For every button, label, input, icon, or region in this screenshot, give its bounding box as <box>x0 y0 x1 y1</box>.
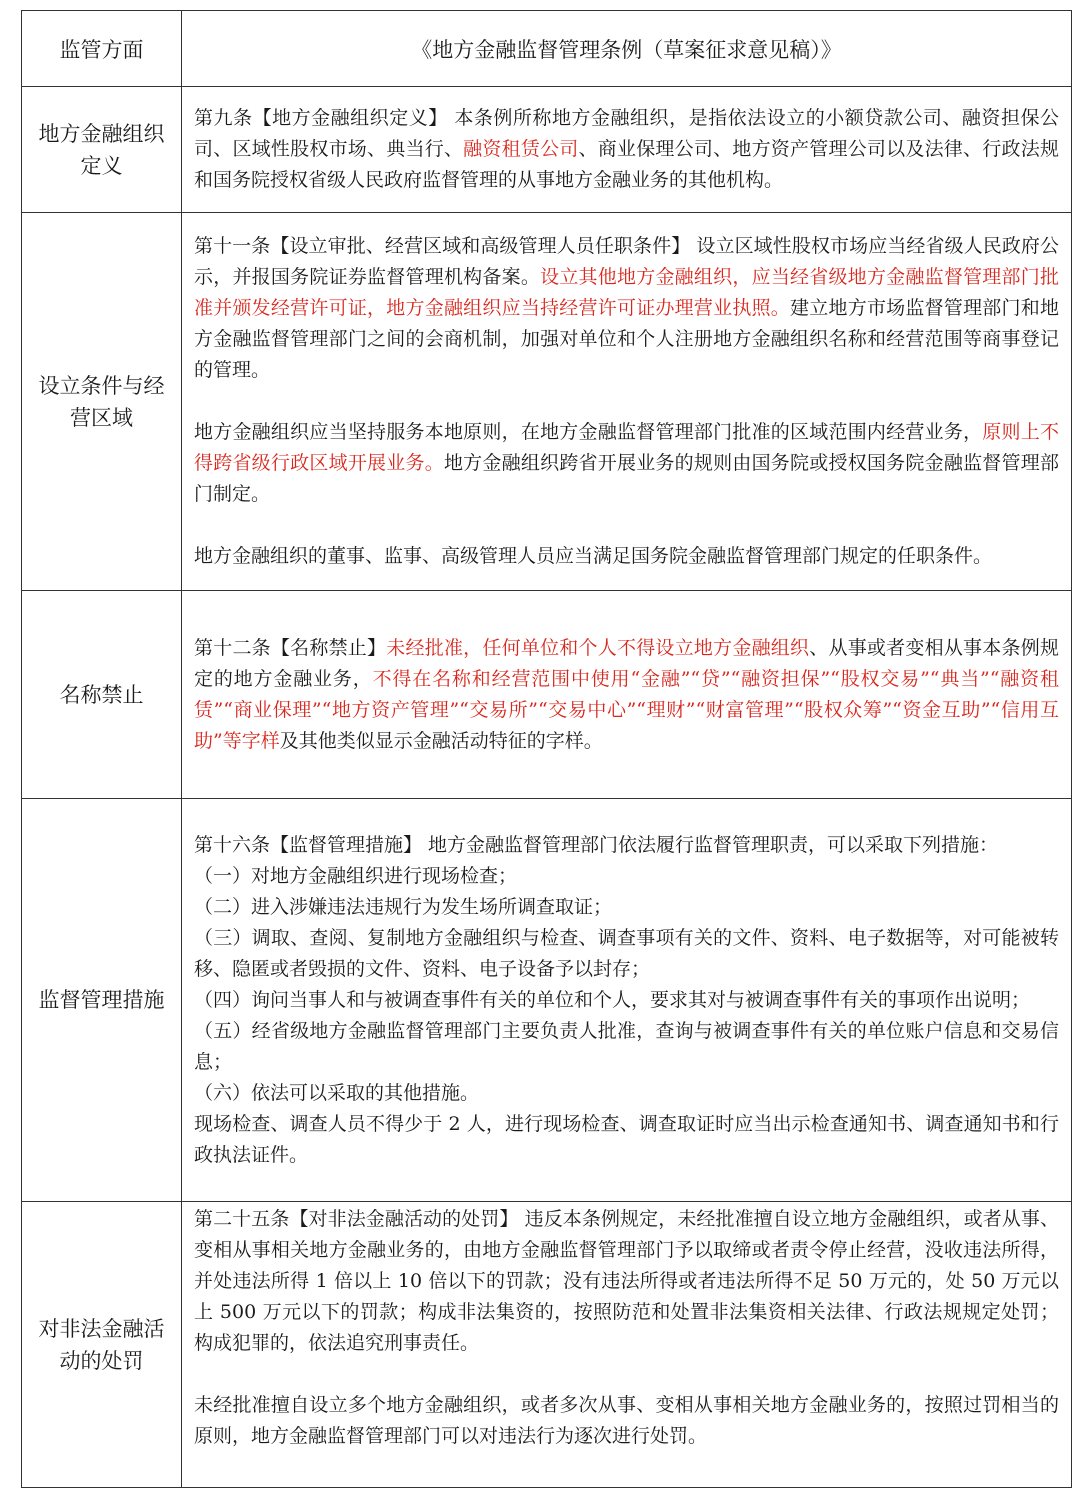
body-text: 建立地方市场监督管理部门和地方金融监督管理部门之间的会商机制，加强对单位和个人注册地方金融组织名称和经营范围等商事登记的管理。 <box>194 297 1059 381</box>
table-row-name-prohibition <box>22 591 1072 799</box>
regulation-paragraph <box>194 103 1059 196</box>
regulation-paragraph <box>194 1078 1059 1109</box>
regulation-paragraph <box>194 1390 1059 1452</box>
regulation-cell <box>182 213 1072 591</box>
body-text: 第十一条【设立审批、经营区域和高级管理人员任职条件】 设立区域性股权市场应当经省级人民政府公示，并报国务院证券监督管理机构备案。 <box>194 235 1059 288</box>
regulation-cell <box>182 799 1072 1202</box>
aspect-line: 动的处罚 <box>59 1348 144 1373</box>
highlighted-text: 未经批准，任何单位和个人不得设立地方金融组织 <box>386 636 810 659</box>
highlighted-text: 融资租赁公司 <box>463 138 579 160</box>
table-row-penalties <box>22 1202 1072 1488</box>
aspect-line: 地方金融组织 <box>38 121 165 146</box>
regulation-paragraph <box>194 417 1059 510</box>
regulation-paragraph <box>194 541 1059 572</box>
body-text: 第十二条【名称禁止】 <box>194 636 387 659</box>
aspect-cell <box>22 591 182 799</box>
regulation-paragraph <box>194 861 1059 892</box>
body-text: 现场检查、调查人员不得少于 2 人，进行现场检查、调查取证时应当出示检查通知书、调查通知书和行政执法证件。 <box>194 1112 1059 1166</box>
aspect-line: 营区域 <box>70 405 133 430</box>
body-text: 地方金融组织的董事、监事、高级管理人员应当满足国务院金融监督管理部门规定的任职条件。 <box>194 545 993 567</box>
regulation-paragraph <box>194 830 1059 861</box>
regulation-paragraph <box>194 1016 1059 1078</box>
regulation-paragraph <box>194 1204 1059 1359</box>
aspect-line: 定义 <box>80 153 123 178</box>
body-text: （三）调取、查阅、复制地方金融组织与检查、调查事项有关的文件、资料、电子数据等，对可能被转移、隐匿或者毁损的文件、资料、电子设备予以封存； <box>194 926 1059 980</box>
body-text: （五）经省级地方金融监督管理部门主要负责人批准，查询与被调查事件有关的单位账户信息和交易信息； <box>194 1019 1059 1073</box>
aspect-line: 设立条件与经 <box>38 373 165 398</box>
regulation-paragraph <box>194 923 1059 985</box>
body-text: 地方金融组织应当坚持服务本地原则，在地方金融监督管理部门批准的区域范围内经营业务， <box>194 421 983 443</box>
table-row-establishment <box>22 213 1072 591</box>
aspect-cell <box>22 87 182 213</box>
body-text: 第二十五条【对非法金融活动的处罚】 违反本条例规定，未经批准擅自设立地方金融组织，或者从事、变相从事相关地方金融业务的，由地方金融监督管理部门予以取缔或者责令停止经营，没收违法所得，并处违法所得 1 倍以上 10 倍以下的罚款；没有违法所得或者违法所得不足 50 万元的，处 50 万元以上 500 万元以下的罚款；构成非法集资的，按照防范和处置非法集资相关法律、行政法规规定处罚；构成犯罪的，依法追究刑事责任。 <box>194 1208 1059 1354</box>
body-text: （一）对地方金融组织进行现场检查； <box>194 864 518 887</box>
body-text: （二）进入涉嫌违法违规行为发生场所调查取证； <box>194 895 613 918</box>
regulation-table <box>21 10 1072 1488</box>
body-text: 、从事或者变相从事本条例规定的地方金融业务， <box>194 636 1059 690</box>
highlighted-text: 设立其他地方金融组织，应当经省级地方金融监督管理部门批准并颁发经营许可证，地方金融组织应当持经营许可证办理营业执照。 <box>194 266 1059 319</box>
aspect-cell <box>22 213 182 591</box>
regulation-paragraph <box>194 633 1059 757</box>
regulation-cell <box>182 87 1072 213</box>
regulation-cell <box>182 1202 1072 1488</box>
body-text: 未经批准擅自设立多个地方金融组织，或者多次从事、变相从事相关地方金融业务的，按照过罚相当的原则，地方金融监督管理部门可以对违法行为逐次进行处罚。 <box>194 1394 1059 1447</box>
body-text: 第十六条【监督管理措施】 地方金融监督管理部门依法履行监督管理职责，可以采取下列措施： <box>194 833 999 856</box>
regulation-cell <box>182 591 1072 799</box>
table-header-row <box>22 11 1072 87</box>
aspect-line: 名称禁止 <box>59 682 144 707</box>
regulation-paragraph <box>194 985 1059 1016</box>
aspect-line: 监督管理措施 <box>38 988 165 1012</box>
aspect-cell <box>22 1202 182 1488</box>
aspect-cell <box>22 799 182 1202</box>
regulation-paragraph <box>194 892 1059 923</box>
aspect-line: 对非法金融活 <box>38 1316 165 1341</box>
header-regulation: 《地方金融监督管理条例（草案征求意见稿）》 <box>182 11 1072 87</box>
body-text: 第九条【地方金融组织定义】 本条例所称地方金融组织，是指依法设立的小额贷款公司、融资担保公司、区域性股权市场、典当行、 <box>194 107 1059 160</box>
regulation-paragraph <box>194 1109 1059 1171</box>
highlighted-text: 原则上不得跨省级行政区域开展业务。 <box>194 421 1059 474</box>
header-aspect: 监管方面 <box>22 11 182 87</box>
body-text: （六）依法可以采取的其他措施。 <box>194 1081 480 1104</box>
body-text: （四）询问当事人和与被调查事件有关的单位和个人，要求其对与被调查事件有关的事项作出说明； <box>194 988 1031 1011</box>
regulation-paragraph <box>194 231 1059 386</box>
table-row-definition <box>22 87 1072 213</box>
body-text: 地方金融组织跨省开展业务的规则由国务院或授权国务院金融监督管理部门制定。 <box>194 452 1059 505</box>
table-row-supervision-measures <box>22 799 1072 1202</box>
body-text: 及其他类似显示金融活动特征的字样。 <box>279 729 603 752</box>
highlighted-text: 不得在名称和经营范围中使用“金融”“贷”“融资担保”“股权交易”“典当”“融资租赁”“商业保理”“地方资产管理”“交易所”“交易中心”“理财”“财富管理”“股权众筹”“资金互助”“信用互助”等字样 <box>194 667 1059 752</box>
body-text: 、商业保理公司、地方资产管理公司以及法律、行政法规和国务院授权省级人民政府监督管理的从事地方金融业务的其他机构。 <box>194 138 1059 191</box>
